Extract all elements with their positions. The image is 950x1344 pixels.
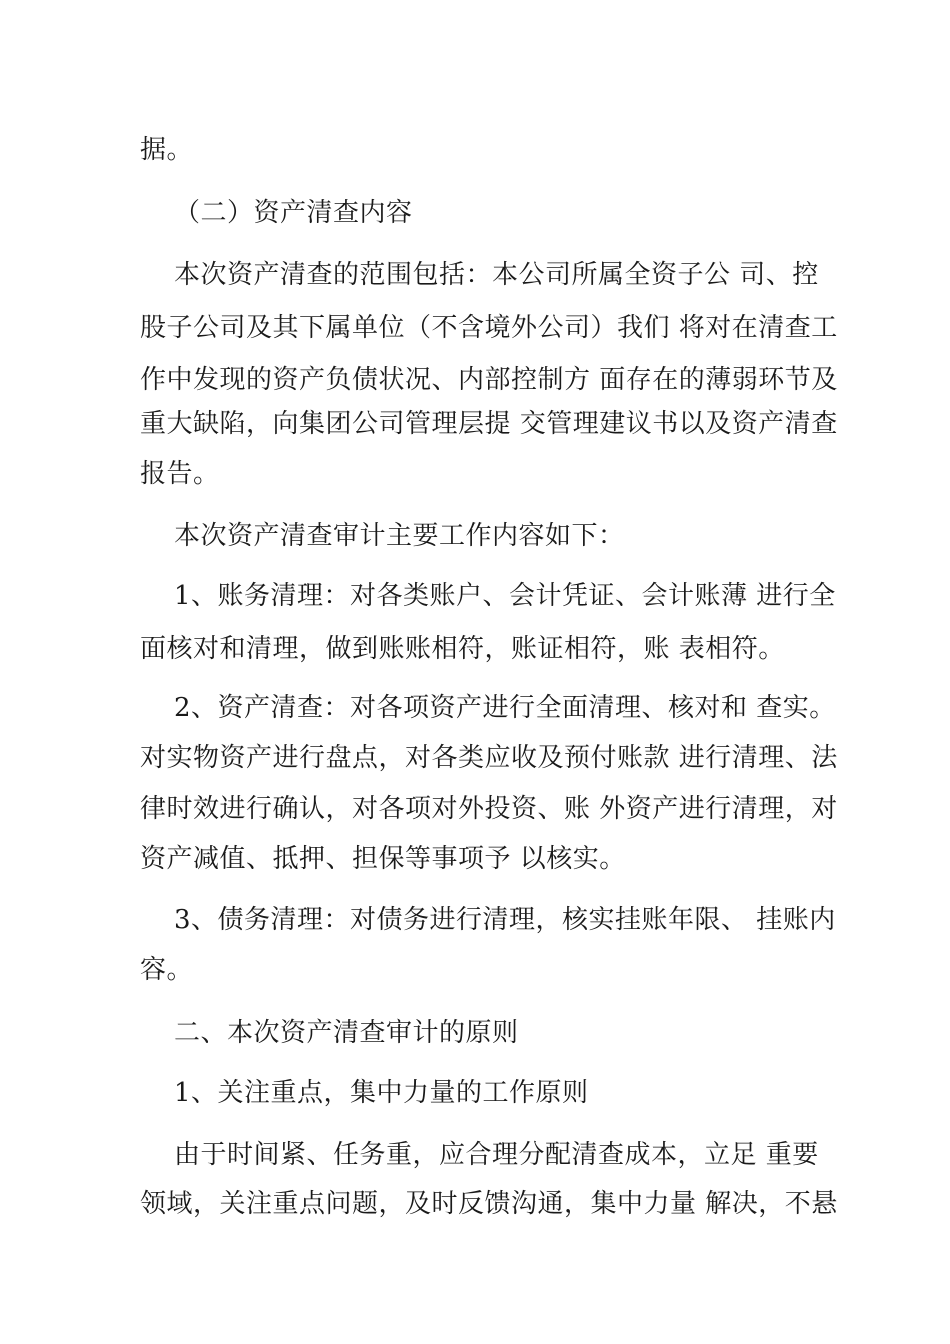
text-line: 由于时间紧、任务重，应合理分配清查成本，立足 重要 <box>174 1140 819 1170</box>
text-line: 据。 <box>140 135 194 165</box>
section-heading: （二）资产清查内容 <box>174 198 413 228</box>
text-line: 面核对和清理，做到账账相符，账证相符，账 表相符。 <box>140 634 785 664</box>
text-line: 对实物资产进行盘点，对各类应收及预付账款 进行清理、法 <box>140 743 838 773</box>
text-line: 作中发现的资产负债状况、内部控制方 面存在的薄弱环节及 <box>140 365 838 395</box>
text-line: 股子公司及其下属单位（不含境外公司）我们 将对在清查工 <box>140 313 838 343</box>
text-line: 3、债务清理：对债务进行清理，核实挂账年限、 挂账内 <box>174 905 836 935</box>
text-line: 领域，关注重点问题，及时反馈沟通，集中力量 解决，不悬 <box>140 1189 838 1219</box>
text-line: 1、账务清理：对各类账户、会计凭证、会计账薄 进行全 <box>174 581 836 611</box>
text-line: 本次资产清查审计主要工作内容如下： <box>174 521 625 551</box>
text-line: 律时效进行确认，对各项对外投资、账 外资产进行清理，对 <box>140 794 838 824</box>
text-line: 容。 <box>140 955 194 985</box>
text-line: 本次资产清查的范围包括：本公司所属全资子公 司、控 <box>174 260 819 290</box>
section-heading: 二、本次资产清查审计的原则 <box>174 1018 519 1048</box>
subsection-heading: 1、关注重点，集中力量的工作原则 <box>174 1078 589 1108</box>
text-line: 报告。 <box>140 459 220 489</box>
text-line: 2、资产清查：对各项资产进行全面清理、核对和 查实。 <box>174 693 836 723</box>
text-line: 重大缺陷，向集团公司管理层提 交管理建议书以及资产清查 <box>140 409 838 439</box>
text-line: 资产减值、抵押、担保等事项予 以核实。 <box>140 844 626 874</box>
